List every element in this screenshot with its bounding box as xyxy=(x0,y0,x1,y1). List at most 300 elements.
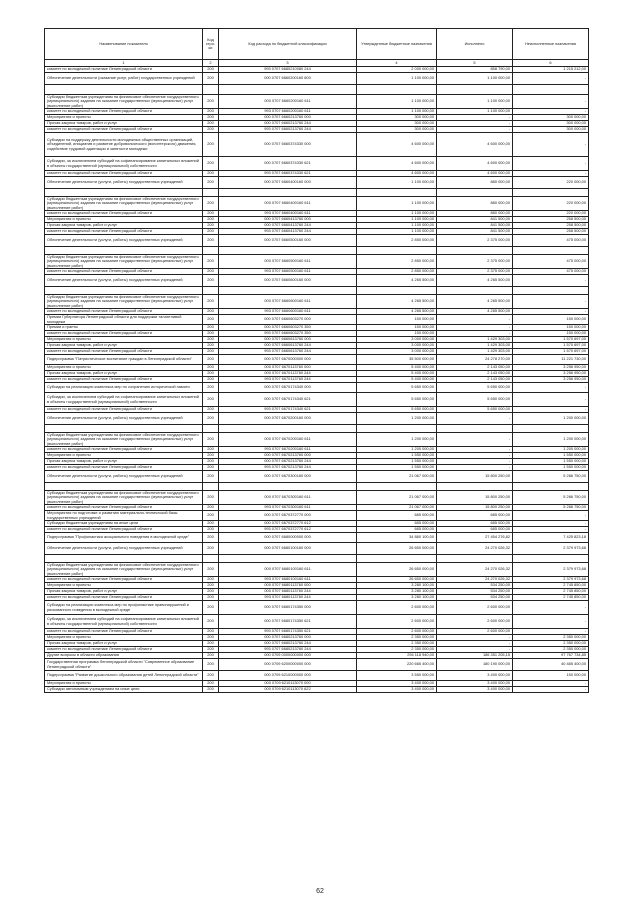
row-name xyxy=(45,287,203,295)
row-approved: 2 850 000,00 xyxy=(357,269,437,275)
row-name: Прочая закупка товаров, работ и услуг xyxy=(45,641,203,647)
row-approved: 21 067 000,00 xyxy=(357,505,437,511)
row-unexecuted: 1 215 212,00 xyxy=(513,67,589,73)
row-code xyxy=(203,425,219,433)
table-row xyxy=(45,295,589,309)
row-name: Мероприятия и проекты xyxy=(45,453,203,459)
header-approved: Утвержденные бюджетные назначения xyxy=(357,29,437,60)
row-executed xyxy=(437,425,513,433)
row-kbk: 993 0707 6660400160 611 xyxy=(219,211,357,217)
row-name: Мероприятия и проекты xyxy=(45,217,203,223)
row-code xyxy=(203,555,219,563)
row-name xyxy=(45,247,203,255)
row-kbk: 000 0707 6680000000 000 xyxy=(219,533,357,543)
table-row xyxy=(45,315,589,325)
row-unexecuted: - xyxy=(513,73,589,85)
row-approved: 26 650 000,00 xyxy=(357,563,437,577)
row-name: Прочая закупка товаров, работ и услуг xyxy=(45,371,203,377)
row-name: Обеспечение деятельности (услуги, работы) государственных учреждений xyxy=(45,177,203,189)
row-approved: 4 265 500,00 xyxy=(357,309,437,315)
row-kbk: 993 0707 6680210080 244 xyxy=(219,67,357,73)
table-row xyxy=(45,383,589,393)
row-code: 200 xyxy=(203,629,219,635)
row-name: Субсидии бюджетным учреждениям на финансовое обеспечение государственного (муниципального) задания на оказание государственных (муниципальных) услуг (выполнение работ) xyxy=(45,255,203,269)
row-code: 200 xyxy=(203,393,219,407)
table-row xyxy=(45,275,589,287)
row-kbk: 993 0707 6660374330 621 xyxy=(219,171,357,177)
row-code xyxy=(203,189,219,197)
row-name: комитет по молодежной политике Ленинградской области xyxy=(45,127,203,133)
row-code: 200 xyxy=(203,315,219,325)
row-approved: 150 000,00 xyxy=(357,325,437,331)
row-name: Обеспечение деятельности (оказание услуг, работ) государственных учреждений xyxy=(45,73,203,85)
row-kbk: 993 0707 6680100160 611 xyxy=(219,577,357,583)
row-code: 200 xyxy=(203,647,219,653)
row-code: 200 xyxy=(203,275,219,287)
row-name: Субсидии на поддержку деятельности молодежных общественных организаций, объединений, инициатив и развитие добровольческого (волонтерского) движения, содействие трудовой адаптации и занятости молодежи xyxy=(45,133,203,157)
row-unexecuted: 2 745 850,00 xyxy=(513,583,589,589)
row-executed xyxy=(437,189,513,197)
row-code: 200 xyxy=(203,269,219,275)
row-code: 200 xyxy=(203,115,219,121)
row-name: Прочая закупка товаров, работ и услуг xyxy=(45,589,203,595)
row-unexecuted: 2 350 000,00 xyxy=(513,647,589,653)
row-executed: 534 250,00 xyxy=(437,589,513,595)
row-executed: 5 650 000,00 xyxy=(437,383,513,393)
row-code: 200 xyxy=(203,355,219,365)
row-kbk: 993 0707 6660603270 350 xyxy=(219,331,357,337)
row-kbk: 000 0709 6210113070 000 xyxy=(219,681,357,687)
row-executed: - xyxy=(437,433,513,447)
row-kbk: 993 0707 6660500160 611 xyxy=(219,269,357,275)
row-kbk: 000 0707 6660500160 000 xyxy=(219,235,357,247)
row-unexecuted xyxy=(513,425,589,433)
row-name xyxy=(45,555,203,563)
row-approved: 2 350 000,00 xyxy=(357,635,437,641)
row-executed: - xyxy=(437,115,513,121)
column-number: 4 xyxy=(357,60,437,67)
row-name: комитет по молодежной политике Ленинградской области xyxy=(45,447,203,453)
row-unexecuted: - xyxy=(513,615,589,629)
row-approved: 3 280 100,00 xyxy=(357,589,437,595)
row-name: Другие вопросы в области образования xyxy=(45,653,203,659)
row-code: 200 xyxy=(203,67,219,73)
row-unexecuted xyxy=(513,247,589,255)
row-kbk: 993 0707 6660613760 244 xyxy=(219,349,357,355)
row-executed: - xyxy=(437,465,513,471)
row-approved: 5 400 000,00 xyxy=(357,371,437,377)
row-code: 200 xyxy=(203,653,219,659)
table-row xyxy=(45,533,589,543)
row-unexecuted: 220 000,00 xyxy=(513,211,589,217)
row-code: 200 xyxy=(203,681,219,687)
row-executed: 24 278 270,00 xyxy=(437,355,513,365)
row-code: 200 xyxy=(203,377,219,383)
row-executed: 534 250,00 xyxy=(437,595,513,601)
row-kbk: 993 0707 6670174340 621 xyxy=(219,407,357,413)
row-unexecuted: - xyxy=(513,95,589,109)
row-kbk: 000 0707 6680174350 000 xyxy=(219,601,357,615)
row-unexecuted: 475 000,00 xyxy=(513,269,589,275)
row-unexecuted: 220 000,00 xyxy=(513,177,589,189)
row-executed: 2 143 050,00 xyxy=(437,371,513,377)
table-row xyxy=(45,413,589,425)
row-approved xyxy=(357,483,437,491)
table-row xyxy=(45,177,589,189)
row-approved: 2 600 000,00 xyxy=(357,601,437,615)
row-unexecuted: - xyxy=(513,133,589,157)
row-unexecuted: 3 256 950,00 xyxy=(513,371,589,377)
row-kbk: 000 0707 6660200160 600 xyxy=(219,73,357,85)
row-executed: 534 250,00 xyxy=(437,583,513,589)
row-unexecuted: - xyxy=(513,157,589,171)
row-unexecuted: 5 266 750,00 xyxy=(513,505,589,511)
row-kbk: 993 0707 6660413760 244 xyxy=(219,229,357,235)
table-row xyxy=(45,255,589,269)
row-kbk: 993 0707 6680113760 244 xyxy=(219,595,357,601)
row-code: 200 xyxy=(203,543,219,555)
row-approved: 2 000 000,00 xyxy=(357,67,437,73)
row-unexecuted: - xyxy=(513,309,589,315)
table-row xyxy=(45,563,589,577)
row-name: Субсидии бюджетным учреждениям на финансовое обеспечение государственного (муниципального) задания на оказание государственных (муниципальных) услуг (выполнение работ) xyxy=(45,563,203,577)
header-unexecuted: Неисполненные назначения xyxy=(513,29,589,60)
row-executed: 15 800 250,00 xyxy=(437,471,513,483)
row-code: 200 xyxy=(203,659,219,671)
row-name: Премии Губернатора Ленинградской области для поддержки талантливой молодежи xyxy=(45,315,203,325)
row-approved: 2 850 000,00 xyxy=(357,235,437,247)
row-code: 200 xyxy=(203,465,219,471)
row-executed: 2 600 000,00 xyxy=(437,629,513,635)
table-row xyxy=(45,157,589,171)
row-kbk: 993 0707 6660200160 611 xyxy=(219,109,357,115)
row-code: 200 xyxy=(203,453,219,459)
row-name: Субсидии, за исключением субсидий на софинансирование капитальных вложений в объекты государственной (муниципальной) собственности xyxy=(45,157,203,171)
table-row xyxy=(45,287,589,295)
row-code: 200 xyxy=(203,511,219,521)
row-approved: 1 100 000,00 xyxy=(357,177,437,189)
row-approved: 4 265 500,00 xyxy=(357,295,437,309)
row-executed: 1 100 000,00 xyxy=(437,109,513,115)
row-executed: - xyxy=(437,325,513,331)
row-code: 200 xyxy=(203,127,219,133)
row-code: 200 xyxy=(203,371,219,377)
row-unexecuted: 2 745 850,00 xyxy=(513,595,589,601)
row-kbk: 000 0707 6680113760 000 xyxy=(219,583,357,589)
table-row xyxy=(45,687,589,693)
row-executed: 1 429 303,00 xyxy=(437,349,513,355)
row-kbk: 993 0707 6680213760 244 xyxy=(219,647,357,653)
row-kbk: 000 0707 6670174340 000 xyxy=(219,383,357,393)
row-approved: 300 000,00 xyxy=(357,115,437,121)
row-name xyxy=(45,425,203,433)
row-approved: 1 550 000,00 xyxy=(357,465,437,471)
row-kbk: 000 0707 6670200160 000 xyxy=(219,413,357,425)
row-code: 200 xyxy=(203,177,219,189)
table-row xyxy=(45,393,589,407)
table-row xyxy=(45,189,589,197)
row-kbk xyxy=(219,555,357,563)
row-executed: 841 500,00 xyxy=(437,217,513,223)
row-kbk: 000 0707 6680100160 000 xyxy=(219,543,357,555)
row-approved: 21 067 000,00 xyxy=(357,491,437,505)
row-code: 200 xyxy=(203,121,219,127)
row-name: комитет по молодежной политике Ленинградской области xyxy=(45,309,203,315)
row-unexecuted: 2 379 973,68 xyxy=(513,543,589,555)
row-kbk xyxy=(219,483,357,491)
row-unexecuted xyxy=(513,287,589,295)
row-kbk: 000 0707 6660213760 244 xyxy=(219,121,357,127)
row-executed: 2 375 000,00 xyxy=(437,269,513,275)
row-code: 200 xyxy=(203,413,219,425)
row-name xyxy=(45,189,203,197)
row-kbk: 993 0707 6670372770 612 xyxy=(219,527,357,533)
row-name: Обеспечение деятельности (услуги, работы) государственных учреждений xyxy=(45,543,203,555)
row-kbk xyxy=(219,85,357,95)
row-approved: 2 350 000,00 xyxy=(357,647,437,653)
row-kbk: 000 0707 6660500160 611 xyxy=(219,255,357,269)
row-kbk: 000 0707 6680213760 000 xyxy=(219,635,357,641)
row-approved: 294 118 940,00 xyxy=(357,653,437,659)
row-name: комитет по молодежной политике Ленинградской области xyxy=(45,629,203,635)
row-unexecuted: 220 000,00 xyxy=(513,197,589,211)
header-name: Наименование показателя xyxy=(45,29,203,60)
row-approved: 1 550 000,00 xyxy=(357,453,437,459)
row-unexecuted xyxy=(513,555,589,563)
row-approved: 1 100 000,00 xyxy=(357,229,437,235)
row-approved xyxy=(357,189,437,197)
row-code: 200 xyxy=(203,349,219,355)
row-unexecuted xyxy=(513,483,589,491)
row-code: 200 xyxy=(203,255,219,269)
row-executed: 24 270 026,32 xyxy=(437,543,513,555)
row-name: Субсидии автономным учреждениям на иные цели xyxy=(45,687,203,693)
row-executed xyxy=(437,555,513,563)
row-code: 200 xyxy=(203,491,219,505)
row-approved: 21 067 000,00 xyxy=(357,471,437,483)
row-name: комитет по молодежной политике Ленинградской области xyxy=(45,67,203,73)
row-unexecuted: 150 000,00 xyxy=(513,331,589,337)
row-code: 200 xyxy=(203,157,219,171)
row-executed: 5 650 000,00 xyxy=(437,393,513,407)
row-unexecuted: - xyxy=(513,601,589,615)
row-unexecuted: - xyxy=(513,171,589,177)
row-approved: 2 600 000,00 xyxy=(357,629,437,635)
row-approved: 4 265 500,00 xyxy=(357,275,437,287)
row-code: 200 xyxy=(203,641,219,647)
row-code: 200 xyxy=(203,447,219,453)
row-executed: - xyxy=(437,315,513,325)
row-name: комитет по молодежной политике Ленинградской области xyxy=(45,211,203,217)
row-approved: 3 400 000,00 xyxy=(357,681,437,687)
row-kbk: 993 0707 6670300160 611 xyxy=(219,505,357,511)
row-executed: 841 500,00 xyxy=(437,223,513,229)
table-row xyxy=(45,247,589,255)
page-number: 62 xyxy=(316,888,324,895)
row-executed: 2 375 000,00 xyxy=(437,235,513,247)
row-executed: 2 600 000,00 xyxy=(437,601,513,615)
row-executed xyxy=(437,247,513,255)
table-row xyxy=(45,425,589,433)
row-executed: 1 429 303,00 xyxy=(437,337,513,343)
row-name: Мероприятия и проекты xyxy=(45,115,203,121)
row-kbk: 000 0707 6670372770 000 xyxy=(219,511,357,521)
row-name: Субсидии бюджетным учреждениям на иные цели xyxy=(45,521,203,527)
row-unexecuted: 1 570 697,00 xyxy=(513,343,589,349)
row-executed: 685 000,00 xyxy=(437,527,513,533)
row-executed: 180 190 000,00 xyxy=(437,659,513,671)
table-row xyxy=(45,471,589,483)
row-executed xyxy=(437,287,513,295)
row-name: комитет по молодежной политике Ленинградской области xyxy=(45,577,203,583)
row-code: 200 xyxy=(203,337,219,343)
row-unexecuted: 1 200 000,00 xyxy=(513,433,589,447)
row-name: комитет по молодежной политике Ленинградской области xyxy=(45,109,203,115)
row-name: комитет по молодежной политике Ленинградской области xyxy=(45,171,203,177)
row-executed: 24 270 026,32 xyxy=(437,577,513,583)
row-code: 200 xyxy=(203,211,219,217)
header-code: Код стро-ки xyxy=(203,29,219,60)
row-executed: 858 790,00 xyxy=(437,67,513,73)
row-code xyxy=(203,483,219,491)
row-approved: 1 100 000,00 xyxy=(357,223,437,229)
row-executed xyxy=(437,85,513,95)
table-row xyxy=(45,85,589,95)
row-code: 200 xyxy=(203,433,219,447)
row-unexecuted: 475 000,00 xyxy=(513,235,589,247)
row-kbk: 993 0707 6680174350 621 xyxy=(219,629,357,635)
row-approved: 1 100 000,00 xyxy=(357,109,437,115)
row-name: Мероприятия и проекты xyxy=(45,583,203,589)
row-code: 200 xyxy=(203,471,219,483)
row-name: комитет по молодежной политике Ленинградской области xyxy=(45,331,203,337)
column-number: 5 xyxy=(437,60,513,67)
row-kbk: 000 0707 6670174340 621 xyxy=(219,393,357,407)
row-unexecuted: 258 500,00 xyxy=(513,229,589,235)
row-unexecuted: 2 379 973,68 xyxy=(513,577,589,583)
row-approved: 685 000,00 xyxy=(357,511,437,521)
row-unexecuted: 40 485 400,00 xyxy=(513,659,589,671)
row-approved: 2 350 000,00 xyxy=(357,641,437,647)
row-code: 200 xyxy=(203,133,219,157)
row-name: Прочая закупка товаров, работ и услуг xyxy=(45,459,203,465)
row-executed: 4 265 500,00 xyxy=(437,275,513,287)
row-executed: 685 000,00 xyxy=(437,511,513,521)
row-name: комитет по молодежной политике Ленинградской области xyxy=(45,595,203,601)
row-code: 200 xyxy=(203,407,219,413)
row-name: комитет по молодежной политике Ленинградской области xyxy=(45,527,203,533)
row-approved: 5 400 000,00 xyxy=(357,365,437,371)
row-name: Обеспечение деятельности (услуги, работы) государственных учреждений xyxy=(45,275,203,287)
row-executed: 4 600 000,00 xyxy=(437,157,513,171)
row-unexecuted: 300 000,00 xyxy=(513,127,589,133)
row-unexecuted: - xyxy=(513,383,589,393)
column-number-row xyxy=(45,60,589,67)
row-executed: 880 000,00 xyxy=(437,197,513,211)
budget-execution-table xyxy=(44,28,589,693)
header-executed: Исполнено xyxy=(437,29,513,60)
row-unexecuted: 150 000,00 xyxy=(513,315,589,325)
table-row xyxy=(45,235,589,247)
row-code: 200 xyxy=(203,295,219,309)
row-kbk: 000 0707 6660213760 000 xyxy=(219,115,357,121)
row-code xyxy=(203,247,219,255)
row-approved: 3 000 000,00 xyxy=(357,343,437,349)
row-unexecuted: 1 550 000,00 xyxy=(513,465,589,471)
row-executed: 27 454 276,82 xyxy=(437,533,513,543)
table-row xyxy=(45,601,589,615)
row-kbk: 000 0707 6660613760 000 xyxy=(219,337,357,343)
row-approved: 4 600 000,00 xyxy=(357,157,437,171)
row-approved: 1 100 000,00 xyxy=(357,211,437,217)
row-code: 200 xyxy=(203,309,219,315)
row-code: 200 xyxy=(203,533,219,543)
row-kbk xyxy=(219,247,357,255)
row-code: 200 xyxy=(203,687,219,693)
row-kbk: 000 0707 6660613760 244 xyxy=(219,343,357,349)
row-kbk: 993 0707 6660600160 611 xyxy=(219,309,357,315)
row-name: комитет по молодежной политике Ленинградской области xyxy=(45,349,203,355)
column-number: 6 xyxy=(513,60,589,67)
row-executed: - xyxy=(437,459,513,465)
row-name: Субсидии на реализацию комплекса мер по профилактике правонарушений и рискованного поведения в молодежной среде xyxy=(45,601,203,615)
row-name: Прочая закупка товаров, работ и услуг xyxy=(45,223,203,229)
row-kbk xyxy=(219,189,357,197)
row-unexecuted: 1 200 000,00 xyxy=(513,447,589,453)
row-executed: - xyxy=(437,635,513,641)
row-kbk: 000 0707 6670213760 000 xyxy=(219,453,357,459)
row-unexecuted: - xyxy=(513,407,589,413)
row-unexecuted: 1 570 697,00 xyxy=(513,337,589,343)
row-approved: 220 665 400,00 xyxy=(357,659,437,671)
column-number: 2 xyxy=(203,60,219,67)
row-approved: 2 850 000,00 xyxy=(357,255,437,269)
row-code: 200 xyxy=(203,217,219,223)
row-kbk: 000 0707 6670200160 611 xyxy=(219,433,357,447)
row-approved: 4 600 000,00 xyxy=(357,133,437,157)
row-executed: 186 351 205,15 xyxy=(437,653,513,659)
row-code: 200 xyxy=(203,635,219,641)
row-kbk: 000 0707 6670000000 000 xyxy=(219,355,357,365)
row-unexecuted: 5 266 750,00 xyxy=(513,471,589,483)
row-name: Субсидии, за исключением субсидий на софинансирование капитальных вложений в объекты государственной (муниципальной) собственности xyxy=(45,615,203,629)
row-approved: 3 400 000,00 xyxy=(357,687,437,693)
row-name: Субсидии на реализацию комплекса мер по сохранению исторической памяти xyxy=(45,383,203,393)
row-executed xyxy=(437,483,513,491)
row-unexecuted: 258 500,00 xyxy=(513,217,589,223)
row-unexecuted: 7 425 823,18 xyxy=(513,533,589,543)
row-approved: 1 550 000,00 xyxy=(357,459,437,465)
row-executed: - xyxy=(437,127,513,133)
table-row xyxy=(45,197,589,211)
row-kbk: 000 0707 6670113760 000 xyxy=(219,365,357,371)
row-approved xyxy=(357,555,437,563)
row-code xyxy=(203,85,219,95)
row-code xyxy=(203,287,219,295)
row-name: Субсидии бюджетным учреждениям на финансовое обеспечение государственного (муниципального) задания на оказание государственных (муниципальных) услуг (выполнение работ) xyxy=(45,295,203,309)
column-number: 3 xyxy=(219,60,357,67)
row-approved: 1 100 000,00 xyxy=(357,95,437,109)
row-code: 200 xyxy=(203,325,219,331)
row-name: Подпрограмма "Развитие дошкольного образования детей Ленинградской области" xyxy=(45,671,203,681)
row-unexecuted: 3 256 950,00 xyxy=(513,365,589,371)
row-approved: 5 650 000,00 xyxy=(357,407,437,413)
row-kbk: 000 0707 6670300160 611 xyxy=(219,491,357,505)
row-unexecuted xyxy=(513,189,589,197)
row-kbk: 000 0707 6660600160 000 xyxy=(219,275,357,287)
row-approved: 3 000 000,00 xyxy=(357,337,437,343)
row-approved: 3 280 100,00 xyxy=(357,583,437,589)
